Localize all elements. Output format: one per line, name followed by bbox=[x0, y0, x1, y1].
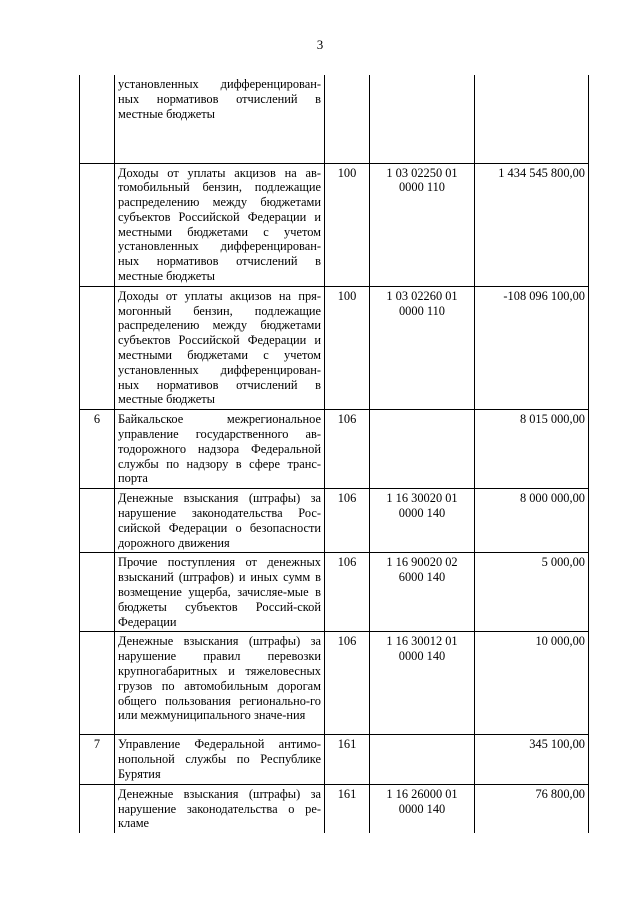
row-name-cell: Денежные взыскания (штрафы) за нарушение правил перевозки крупногабаритных и тяжеловесных грузов по автомобильным дорогам общего пользования регионально-го или межмуниципального значе-ния bbox=[115, 632, 325, 735]
table-row bbox=[80, 784, 589, 833]
row-name-cell: установленных дифференцирован-ных нормативов отчислений в местные бюджеты bbox=[115, 75, 325, 163]
row-name-cell: Доходы от уплаты акцизов на пря-могонный бензин, подлежащие распределению между бюджетами субъектов Российской Федерации и местными бюджетами с учетом установленных дифференцирован-ных нормативов отчислений в местные бюджеты bbox=[115, 286, 325, 409]
row-number-cell bbox=[80, 286, 115, 409]
amount-cell: 5 000,00 bbox=[475, 553, 589, 632]
row-name-cell: Денежные взыскания (штрафы) за нарушение законодательства Рос-сийской Федерации о безопасности дорожного движения bbox=[115, 489, 325, 553]
row-number-cell: 6 bbox=[80, 410, 115, 489]
row-number-cell bbox=[80, 75, 115, 163]
admin-code-cell: 106 bbox=[325, 489, 370, 553]
table-row bbox=[80, 632, 589, 735]
table-row bbox=[80, 163, 589, 286]
page-number: 3 bbox=[316, 37, 324, 52]
table-row bbox=[80, 286, 589, 409]
amount-cell: 8 015 000,00 bbox=[475, 410, 589, 489]
budget-code-cell: 1 03 02260 01 0000 110 bbox=[370, 286, 475, 409]
table-row bbox=[80, 489, 589, 553]
row-number-cell bbox=[80, 553, 115, 632]
budget-code-cell bbox=[370, 735, 475, 784]
amount-cell: 10 000,00 bbox=[475, 632, 589, 735]
budget-code-cell bbox=[370, 75, 475, 163]
budget-code-cell: 1 03 02250 01 0000 110 bbox=[370, 163, 475, 286]
row-number-cell bbox=[80, 784, 115, 833]
table-row bbox=[80, 75, 589, 163]
row-number-cell bbox=[80, 163, 115, 286]
row-name-cell: Денежные взыскания (штрафы) за нарушение законодательства о ре-кламе bbox=[115, 784, 325, 833]
budget-table bbox=[79, 75, 589, 833]
admin-code-cell: 106 bbox=[325, 410, 370, 489]
amount-cell: 8 000 000,00 bbox=[475, 489, 589, 553]
admin-code-cell bbox=[325, 75, 370, 163]
amount-cell: -108 096 100,00 bbox=[475, 286, 589, 409]
row-name-cell: Доходы от уплаты акцизов на ав-томобильный бензин, подлежащие распределению между бюджетами субъектов Российской Федерации и местными бюджетами с учетом установленных дифференцирован-ных нормативов отчислений в местные бюджеты bbox=[115, 163, 325, 286]
amount-cell: 76 800,00 bbox=[475, 784, 589, 833]
budget-code-cell: 1 16 30012 01 0000 140 bbox=[370, 632, 475, 735]
row-number-cell bbox=[80, 632, 115, 735]
row-name-cell: Байкальское межрегиональное управление государственного ав-тодорожного надзора Федеральной службы по надзору в сфере транс-порта bbox=[115, 410, 325, 489]
amount-cell: 345 100,00 bbox=[475, 735, 589, 784]
table-row bbox=[80, 553, 589, 632]
amount-cell bbox=[475, 75, 589, 163]
budget-code-cell: 1 16 26000 01 0000 140 bbox=[370, 784, 475, 833]
row-name-cell: Прочие поступления от денежных взысканий (штрафов) и иных сумм в возмещение ущерба, зачисляе-мые в бюджеты субъектов Россий-ской Федерации bbox=[115, 553, 325, 632]
admin-code-cell: 100 bbox=[325, 163, 370, 286]
amount-cell: 1 434 545 800,00 bbox=[475, 163, 589, 286]
budget-code-cell bbox=[370, 410, 475, 489]
admin-code-cell: 100 bbox=[325, 286, 370, 409]
admin-code-cell: 106 bbox=[325, 632, 370, 735]
table-row bbox=[80, 735, 589, 784]
admin-code-cell: 106 bbox=[325, 553, 370, 632]
budget-code-cell: 1 16 30020 01 0000 140 bbox=[370, 489, 475, 553]
row-number-cell: 7 bbox=[80, 735, 115, 784]
admin-code-cell: 161 bbox=[325, 784, 370, 833]
budget-code-cell: 1 16 90020 02 6000 140 bbox=[370, 553, 475, 632]
row-number-cell bbox=[80, 489, 115, 553]
admin-code-cell: 161 bbox=[325, 735, 370, 784]
row-name-cell: Управление Федеральной антимо-нопольной службы по Республике Бурятия bbox=[115, 735, 325, 784]
table-row bbox=[80, 410, 589, 489]
